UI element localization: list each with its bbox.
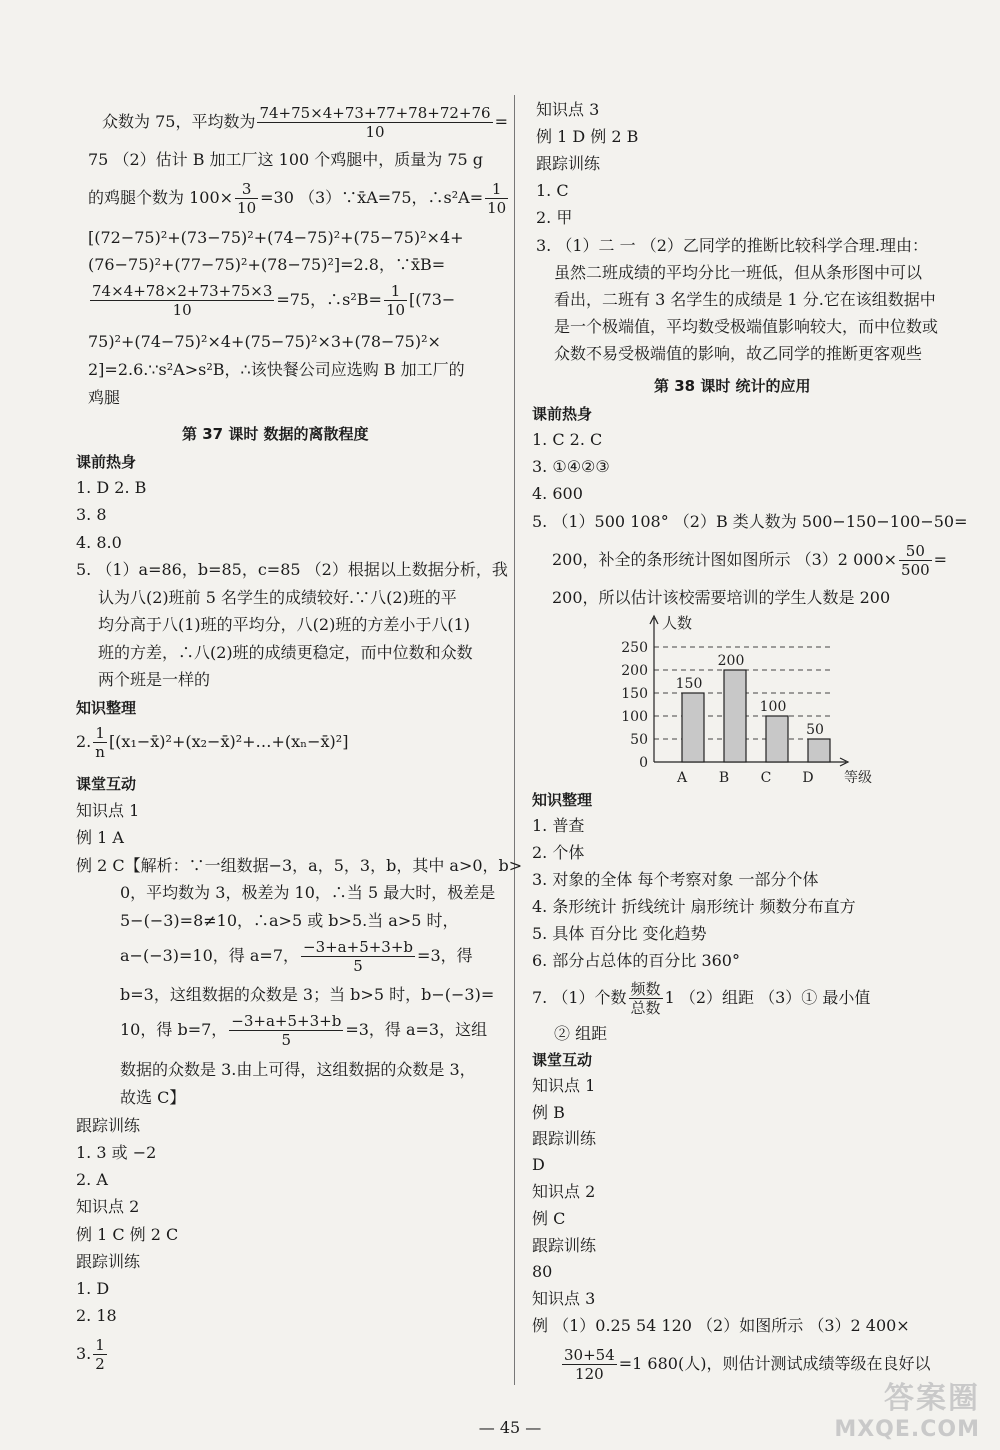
warmup-right-answer-3: 3. ①④②③ — [532, 457, 610, 476]
tracking-answer-3-line-1: 3. （1）二 一 （2）乙同学的推断比较科学合理.理由： — [536, 236, 928, 255]
right-knowledge-point-3-line-2: $\frac{30+54}{120}$ =1 680(人)，则估计测试成绩等级在良好以 — [564, 1346, 931, 1383]
y-tick-label: 150 — [621, 686, 648, 702]
intro-line-1: 众数为 75，平均数为 $\frac{74+75\times 4+73+77+78+72+76}{10}$ = — [102, 104, 508, 141]
knowledge-point-3-examples: 例 1 D 例 2 B — [536, 127, 639, 146]
x-tick-label: D — [802, 770, 814, 784]
knowledge-right-7-line-2: ② 组距 — [554, 1024, 608, 1043]
knowledge-right-2: 2. 个体 — [532, 843, 585, 862]
x-tick-label: A — [676, 770, 688, 784]
knowledge-right-3: 3. 对象的全体 每个考察对象 一部分个体 — [532, 870, 819, 889]
knowledge-right-1: 1. 普查 — [532, 816, 585, 835]
class-heading-right: 课堂互动 — [532, 1051, 593, 1069]
tracking-1-answer-2: 2. A — [76, 1170, 108, 1189]
fraction: $\frac{1}{10}$ — [487, 180, 507, 217]
warmup-heading: 课前热身 — [76, 453, 137, 471]
x-tick-label: B — [718, 770, 730, 784]
knowledge-right-7: 7. （1）个数 $\frac{\text{频数}}{\text{总数}}$ 1 （2）组距 （3）① 最小值 — [532, 980, 871, 1017]
bar-value-label: 150 — [675, 676, 703, 692]
x-axis-label: 等级 — [844, 770, 872, 784]
example-2-line-5: b=3，这组数据的众数是 3；当 b>5 时，b−(−3)= — [120, 985, 495, 1004]
right-knowledge-point-2-example: 例 C — [532, 1209, 566, 1228]
tracking-heading: 跟踪训练 — [536, 154, 601, 173]
column-divider — [514, 95, 515, 1385]
warmup-answer-5-line-3: 均分高于八(1)班的平均分，八(2)班的方差小于八(1) — [98, 615, 470, 634]
example-1: 例 1 A — [76, 828, 124, 847]
knowledge-point-2: 知识点 2 — [76, 1197, 140, 1216]
class-heading: 课堂互动 — [76, 775, 137, 793]
warmup-answer-5-line-5: 两个班是一样的 — [98, 670, 211, 689]
bar-C — [766, 716, 788, 762]
tracking-answer-2: 2. 甲 — [536, 208, 573, 227]
warmup-right-answer-5-line-3: 200，所以估计该校需要培训的学生人数是 200 — [552, 588, 891, 607]
intro-line-6: $\frac{74\times 4+78\times 2+73+75\times 3}{10}$ =75，∴s²B= $\frac{1}{10}$ [(73− — [92, 282, 456, 319]
bar-value-label: 50 — [806, 722, 824, 738]
bar-B — [724, 670, 746, 762]
warmup-answer-5-line-1: 5. （1）a=86，b=85，c=85 （2）根据以上数据分析，我 — [76, 560, 508, 579]
knowledge-point-2-examples: 例 1 C 例 2 C — [76, 1225, 179, 1244]
intro-line-8: 2]=2.6.∵s²A>s²B，∴该快餐公司应选购 B 加工厂的 — [88, 360, 465, 379]
warmup-right-answer-4: 4. 600 — [532, 484, 583, 503]
watermark — [834, 1373, 980, 1442]
y-tick-label: 250 — [621, 640, 648, 656]
tracking-answer-3-line-4: 是一个极端值，平均数受极端值影响较大，而中位数或 — [554, 317, 939, 336]
fraction: $\frac{74+75\times 4+73+77+78+72+76}{10}$ — [259, 104, 491, 141]
tracking-1-answer-1: 1. 3 或 −2 — [76, 1143, 157, 1162]
knowledge-heading-right: 知识整理 — [532, 791, 593, 809]
tracking-2-answer-3: 3. $\frac{1}{2}$ — [76, 1336, 105, 1373]
fraction: $\frac{-3+a+5+3+b}{5}$ — [231, 1012, 342, 1049]
tracking-answer-1: 1. C — [536, 181, 569, 200]
example-2-line-3: 5−(−3)=8≠10，∴a>5 或 b>5.当 a>5 时， — [120, 911, 459, 930]
warmup-right-answer-5-line-2: 200，补全的条形统计图如图所示 （3）2 000× $\frac{50}{500}$ = — [552, 542, 948, 579]
right-knowledge-point-3: 知识点 3 — [532, 1289, 596, 1308]
watermark-text-2: MXQE.COM — [834, 1417, 980, 1442]
tracking-2-answer-2: 2. 18 — [76, 1306, 117, 1325]
right-knowledge-point-2: 知识点 2 — [532, 1182, 596, 1201]
tracking-answer-3-line-5: 众数不易受极端值的影响，故乙同学的推断更客观些 — [554, 344, 923, 363]
lesson-37-title: 第 37 课时 数据的离散程度 — [182, 425, 369, 443]
right-tracking-heading-1: 跟踪训练 — [532, 1129, 597, 1148]
watermark-text-1: 答案圈 — [884, 1381, 980, 1416]
right-tracking-1-answer: D — [532, 1155, 545, 1174]
intro-line-2: 75 （2）估计 B 加工厂这 100 个鸡腿中，质量为 75 g — [88, 150, 484, 169]
fraction: $\frac{1}{n}$ — [95, 724, 105, 761]
tracking-answer-3-line-2: 虽然二班成绩的平均分比一班低，但从条形图中可以 — [554, 263, 923, 282]
knowledge-point-3: 知识点 3 — [536, 100, 600, 119]
y-tick-label: 50 — [630, 732, 648, 748]
bar-value-label: 100 — [759, 699, 787, 715]
knowledge-item-2: 2. $\frac{1}{n}$ [(x₁−x̄)²+(x₂−x̄)²+…+(xₙ−x̄)²] — [76, 724, 349, 761]
knowledge-right-4: 4. 条形统计 折线统计 扇形统计 频数分布直方 — [532, 897, 856, 916]
fraction: $\frac{50}{500}$ — [901, 542, 930, 579]
x-tick-label: C — [760, 770, 772, 784]
fraction: $\frac{\text{频数}}{\text{总数}}$ — [630, 980, 661, 1017]
fraction: $\frac{1}{10}$ — [385, 282, 406, 319]
right-tracking-heading-2: 跟踪训练 — [532, 1236, 597, 1255]
intro-line-9: 鸡腿 — [88, 388, 121, 407]
tracking-heading-1: 跟踪训练 — [76, 1116, 141, 1135]
fraction: $\frac{1}{2}$ — [95, 1336, 105, 1373]
knowledge-right-6: 6. 部分占总体的百分比 360° — [532, 951, 740, 970]
y-tick-label: 0 — [639, 755, 648, 771]
example-2-line-4: a−(−3)=10，得 a=7， $\frac{-3+a+5+3+b}{5}$ =3，得 — [120, 938, 473, 975]
knowledge-heading: 知识整理 — [76, 699, 137, 717]
bar-chart — [612, 612, 872, 784]
fraction: $\frac{74\times 4+78\times 2+73+75\times 3}{10}$ — [92, 282, 273, 319]
tracking-2-answer-1: 1. D — [76, 1279, 110, 1298]
example-2-line-1: 例 2 C【解析：∵一组数据−3，a，5，3，b，其中 a>0，b> — [76, 856, 523, 875]
y-tick-label: 200 — [621, 663, 648, 679]
right-knowledge-point-1-example: 例 B — [532, 1103, 565, 1122]
right-tracking-2-answer: 80 — [532, 1262, 553, 1281]
intro-line-3: 的鸡腿个数为 100× $\frac{3}{10}$ =30 （3）∵x̄A=75，∴s²A= $\frac{1}{10}$ — [88, 180, 507, 217]
warmup-answer-5-line-2: 认为八(2)班前 5 名学生的成绩较好.∵八(2)班的平 — [98, 588, 457, 607]
right-knowledge-point-3-line-1: 例 （1）0.25 54 120 （2）如图所示 （3）2 400× — [532, 1316, 910, 1335]
page-number: — 45 — — [478, 1418, 542, 1437]
warmup-answer-3: 3. 8 — [76, 505, 107, 524]
warmup-answer-1: 1. D 2. B — [76, 478, 147, 497]
warmup-answer-4: 4. 8.0 — [76, 533, 122, 552]
fraction: $\frac{30+54}{120}$ — [564, 1346, 615, 1383]
example-2-line-8: 故选 C】 — [120, 1088, 186, 1107]
example-2-line-6: 10，得 b=7， $\frac{-3+a+5+3+b}{5}$ =3，得 a=3，这组 — [120, 1012, 488, 1049]
intro-line-7: 75)²+(74−75)²×4+(75−75)²×3+(78−75)²× — [88, 332, 441, 351]
intro-line-5: (76−75)²+(77−75)²+(78−75)²]=2.8，∵x̄B= — [88, 255, 446, 274]
tracking-answer-3-line-3: 看出，二班有 3 名学生的成绩是 1 分.它在该组数据中 — [554, 290, 936, 309]
knowledge-point-1: 知识点 1 — [76, 801, 140, 820]
y-tick-label: 100 — [621, 709, 648, 725]
right-knowledge-point-1: 知识点 1 — [532, 1076, 596, 1095]
bar-value-label: 200 — [717, 653, 745, 669]
warmup-answer-5-line-4: 班的方差，∴八(2)班的成绩更稳定，而中位数和众数 — [98, 643, 473, 662]
example-2-line-2: 0，平均数为 3，极差为 10，∴当 5 最大时，极差是 — [120, 883, 496, 902]
bar-A — [682, 693, 704, 762]
bar-D — [808, 739, 830, 762]
warmup-right-answer-5-line-1: 5. （1）500 108° （2）B 类人数为 500−150−100−50= — [532, 512, 968, 531]
tracking-heading-2: 跟踪训练 — [76, 1252, 141, 1271]
fraction: $\frac{-3+a+5+3+b}{5}$ — [303, 938, 414, 975]
warmup-heading-right: 课前热身 — [532, 405, 593, 423]
intro-line-4: [(72−75)²+(73−75)²+(74−75)²+(75−75)²×4+ — [88, 228, 464, 247]
warmup-right-answer-1: 1. C 2. C — [532, 430, 603, 449]
example-2-line-7: 数据的众数是 3.由上可得，这组数据的众数是 3， — [120, 1060, 476, 1079]
lesson-38-title: 第 38 课时 统计的应用 — [654, 377, 811, 395]
knowledge-right-5: 5. 具体 百分比 变化趋势 — [532, 924, 707, 943]
y-axis-label: 人数 — [662, 614, 693, 632]
fraction: $\frac{3}{10}$ — [237, 180, 257, 217]
